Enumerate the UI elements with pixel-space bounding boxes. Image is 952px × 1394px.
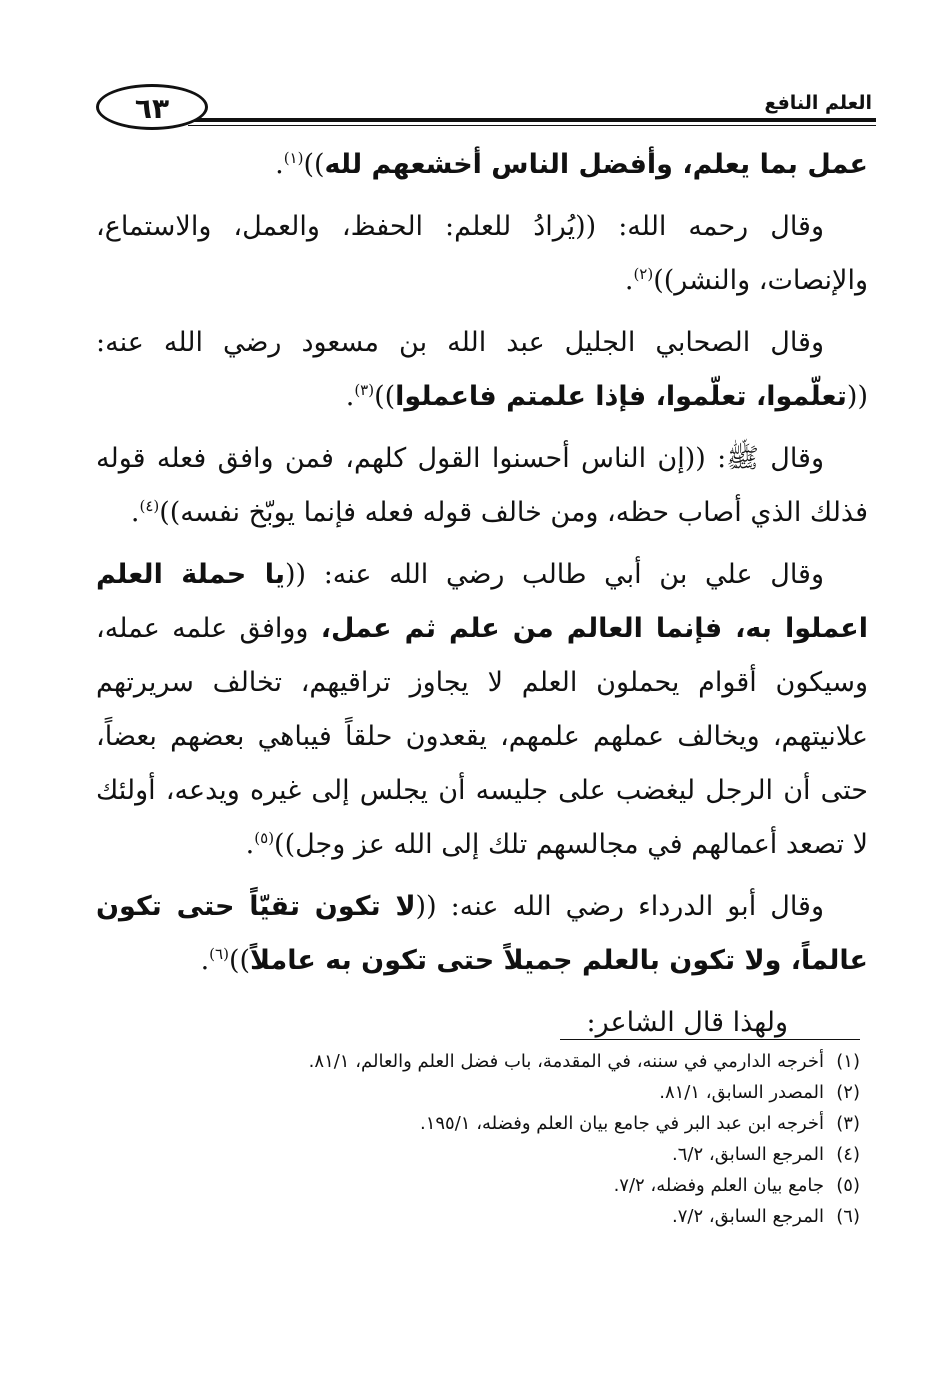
footnote-text: المرجع السابق، ٦/٢. <box>672 1144 824 1165</box>
text-run: . <box>624 265 634 296</box>
footnote-ref: (٥) <box>254 829 275 847</box>
footnote-number: (٣) <box>836 1113 860 1134</box>
text-run: . <box>200 945 210 976</box>
footnote-number: (١) <box>836 1051 860 1072</box>
footnote <box>200 1108 860 1139</box>
text-run: ولهذا قال الشاعر: <box>586 1007 788 1038</box>
page-header <box>96 84 876 144</box>
paragraph <box>96 432 868 540</box>
footnote-ref: (٣) <box>354 381 375 399</box>
text-run: وقال ﷺ: ((إن الناس أحسنوا القول كلهم، فمن وافق فعله قوله فذلك الذي أصاب حظه، ومن خالف قوله فعله فإنما يوبّخ نفسه)) <box>96 443 868 528</box>
bold-text-run: لا تكون تقيّاً حتى تكون عالماً، ولا تكون بالعلم جميلاً حتى تكون به عاملاً <box>96 891 868 976</box>
footnote-number: (٤) <box>836 1144 860 1165</box>
footnote-number: (٥) <box>836 1175 860 1196</box>
footnote-text: جامع بيان العلم وفضله، ٧/٢. <box>613 1175 824 1196</box>
paragraph <box>96 548 868 872</box>
footnote <box>200 1170 860 1201</box>
footnote-text: أخرجه الدارمي في سننه، في المقدمة، باب فضل العلم والعالم، ٨١/١. <box>308 1051 824 1072</box>
text-run: )) <box>374 381 396 412</box>
text-run: وقال علي بن أبي طالب رضي الله عنه: (( <box>284 559 825 590</box>
footnote <box>200 1077 860 1108</box>
text-run: ووافق علمه عمله، وسيكون أقوام يحملون العلم لا يجاوز تراقيهم، تخالف سريرتهم علانيتهم، ويخالف عملهم علمهم، يقعدون حلقاً فيباهي بعضهم بعضاً، حتى أن الرجل ليغضب على جليسه أن يجلس إلى غيره ويدعه، أولئك لا تصعد أعمالهم في مجالسهم تلك إلى الله عز وجل)) <box>96 613 868 860</box>
bold-text-run: تعلّموا، تعلّموا، فإذا علمتم فاعملوا <box>395 381 847 412</box>
footnote-number: (٢) <box>836 1082 860 1103</box>
footnote-text: المصدر السابق، ٨١/١. <box>659 1082 824 1103</box>
bold-text-run: يا حملة العلم اعملوا به، فإنما العالم من علم ثم عمل، <box>96 559 869 644</box>
paragraph <box>96 316 868 424</box>
footnote <box>200 1201 860 1232</box>
footnote <box>200 1046 860 1077</box>
text-run: )) <box>303 149 325 180</box>
text-run: . <box>245 829 255 860</box>
text-run: وقال الصحابي الجليل عبد الله بن مسعود رضي الله عنه: (( <box>96 327 868 412</box>
footnote-ref: (٤) <box>139 497 160 515</box>
header-rule-thin <box>188 125 876 126</box>
text-run: . <box>275 149 284 180</box>
paragraph <box>96 996 868 1050</box>
footnote-separator <box>560 1039 860 1040</box>
page-number: ٦٣ <box>96 84 208 130</box>
bold-text-run: عمل بما يعلم، وأفضل الناس أخشعهم لله <box>324 149 868 180</box>
footnote-ref: (١) <box>283 149 304 167</box>
text-run: . <box>130 497 140 528</box>
text-run: )) <box>228 945 251 976</box>
paragraph <box>96 200 868 308</box>
text-run: وقال أبو الدرداء رضي الله عنه: (( <box>415 891 824 922</box>
main-text <box>96 138 868 1058</box>
footnote-text: المرجع السابق، ٧/٢. <box>672 1206 824 1227</box>
footnote <box>200 1139 860 1170</box>
footnote-number: (٦) <box>836 1206 860 1227</box>
text-run: . <box>345 381 355 412</box>
paragraph <box>96 880 868 988</box>
header-rule-thick <box>188 118 876 122</box>
footnotes <box>200 1046 860 1232</box>
footnote-text: أخرجه ابن عبد البر في جامع بيان العلم وفضله، ١٩٥/١. <box>419 1113 824 1134</box>
paragraph <box>96 138 868 192</box>
text-run: وقال رحمه الله: ((يُرادُ للعلم: الحفظ، والعمل، والاستماع، والإنصات، والنشر)) <box>96 211 868 296</box>
footnote-ref: (٢) <box>633 265 654 283</box>
book-title: العلم النافع <box>764 92 872 114</box>
footnote-ref: (٦) <box>209 945 229 963</box>
